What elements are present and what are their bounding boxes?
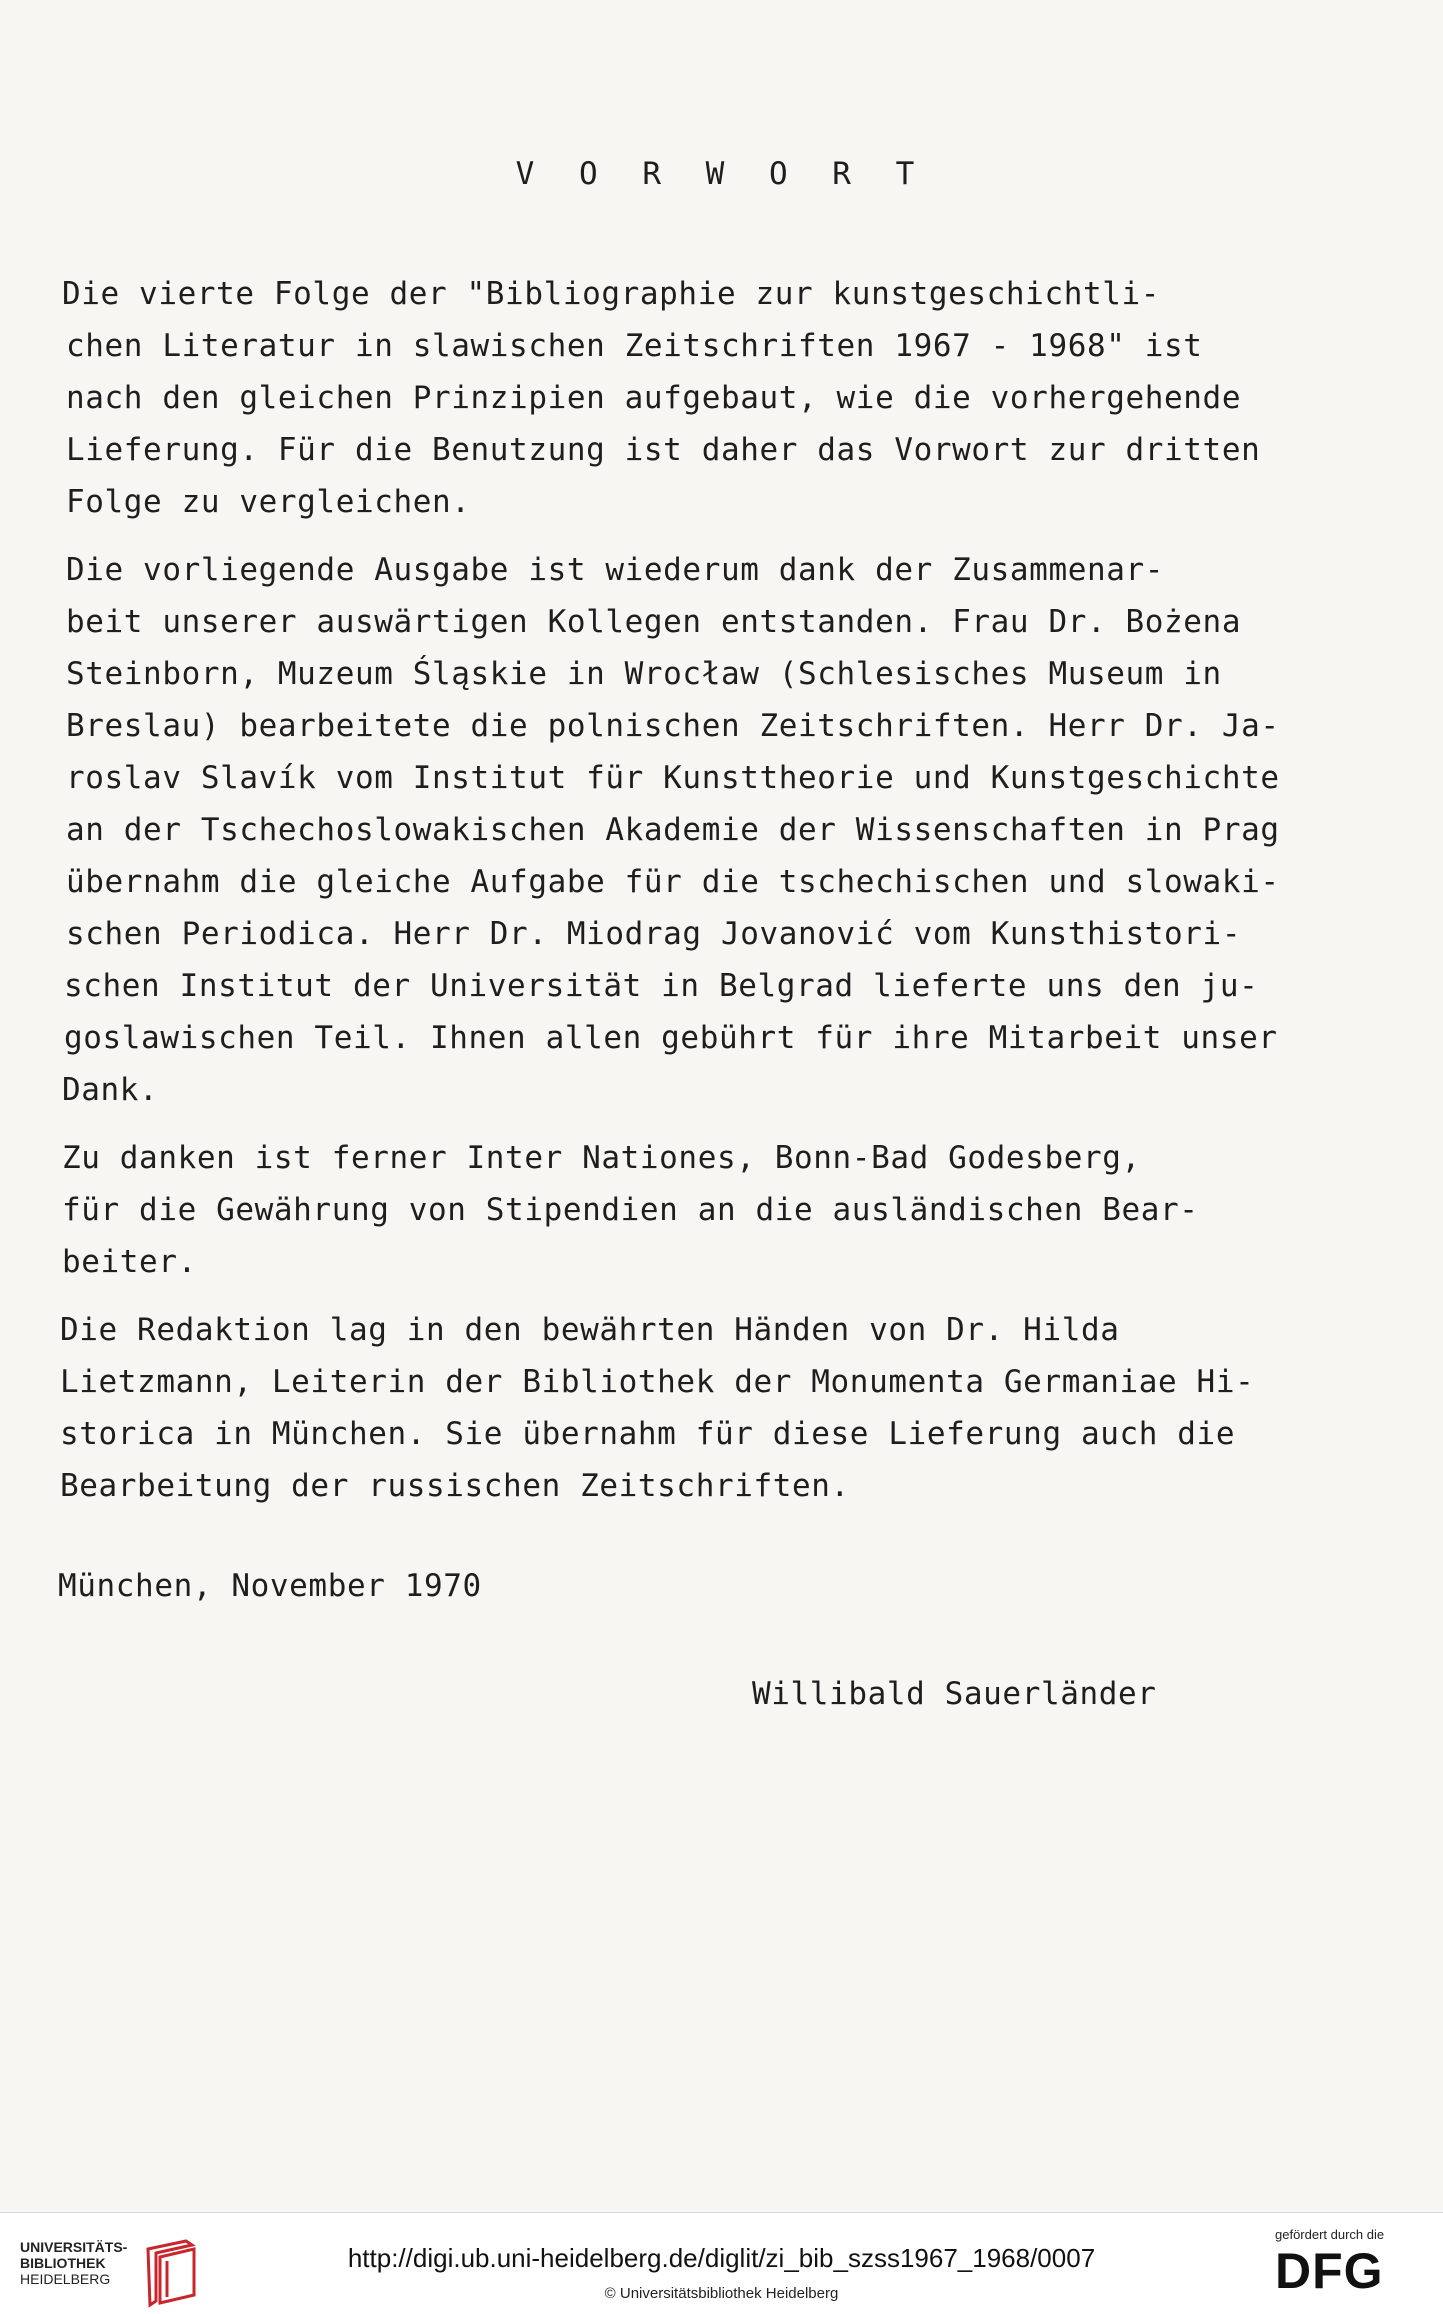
- sponsor-caption: gefördert durch die: [1275, 2227, 1385, 2242]
- text-line: Lieferung. Für die Benutzung ist daher das Vorwort zur dritten: [66, 432, 1261, 468]
- text-line: beit unserer auswärtigen Kollegen entstanden. Frau Dr. Bożena: [66, 604, 1242, 640]
- text-line: Die vorliegende Ausgabe ist wiederum dank der Zusammenar-: [66, 552, 1165, 588]
- text-line: schen Institut der Universität in Belgrad lieferte uns den ju-: [64, 968, 1259, 1004]
- dfg-logo[interactable]: DFG: [1275, 2243, 1384, 2299]
- page-heading: V O R W O R T: [515, 156, 928, 192]
- text-line: schen Periodica. Herr Dr. Miodrag Jovanović vom Kunsthistori-: [66, 916, 1242, 952]
- text-line: Die Redaktion lag in den bewährten Händen von Dr. Hilda: [60, 1312, 1120, 1348]
- text-line: roslav Slavík vom Institut für Kunsttheorie und Kunstgeschichte: [66, 760, 1280, 796]
- text-line: Zu danken ist ferner Inter Nationes, Bonn-Bad Godesberg,: [62, 1140, 1141, 1176]
- text-line: übernahm die gleiche Aufgabe für die tschechischen und slowaki-: [66, 864, 1280, 900]
- signature-name: Willibald Sauerländer: [752, 1676, 1157, 1712]
- text-line: Lietzmann, Leiterin der Bibliothek der Monumenta Germaniae Hi-: [60, 1364, 1255, 1400]
- copyright-notice: © Universitätsbibliothek Heidelberg: [604, 2285, 839, 2302]
- text-line: storica in München. Sie übernahm für diese Lieferung auch die: [60, 1416, 1236, 1452]
- text-line: Folge zu vergleichen.: [66, 484, 471, 520]
- text-line: beiter.: [62, 1244, 197, 1280]
- text-line: für die Gewährung von Stipendien an die ausländischen Bear-: [62, 1192, 1199, 1228]
- text-line: Die vierte Folge der "Bibliographie zur kunstgeschichtli-: [62, 276, 1161, 312]
- library-name: UNIVERSITÄTS- BIBLIOTHEK HEIDELBERG: [20, 2239, 128, 2287]
- sponsor-block: [1275, 2227, 1415, 2300]
- text-line: Dank.: [62, 1072, 159, 1108]
- place-date: München, November 1970: [58, 1568, 482, 1604]
- text-line: goslawischen Teil. Ihnen allen gebührt für ihre Mitarbeit unser: [64, 1020, 1278, 1056]
- text-line: nach den gleichen Prinzipien aufgebaut, wie die vorhergehende: [66, 380, 1242, 416]
- text-line: Bearbeitung der russischen Zeitschriften.: [60, 1468, 850, 1504]
- text-line: Breslau) bearbeitete die polnischen Zeitschriften. Herr Dr. Ja-: [66, 708, 1280, 744]
- document-url[interactable]: http://digi.ub.uni-heidelberg.de/diglit/zi_bib_szss1967_1968/0007: [347, 2243, 1096, 2273]
- text-line: an der Tschechoslowakischen Akademie der Wissenschaften in Prag: [66, 812, 1280, 848]
- text-line: chen Literatur in slawischen Zeitschriften 1967 - 1968" ist: [66, 328, 1203, 364]
- viewer-footer: [0, 2212, 1443, 2314]
- text-line: Steinborn, Muzeum Śląskie in Wrocław (Schlesisches Museum in: [66, 656, 1222, 692]
